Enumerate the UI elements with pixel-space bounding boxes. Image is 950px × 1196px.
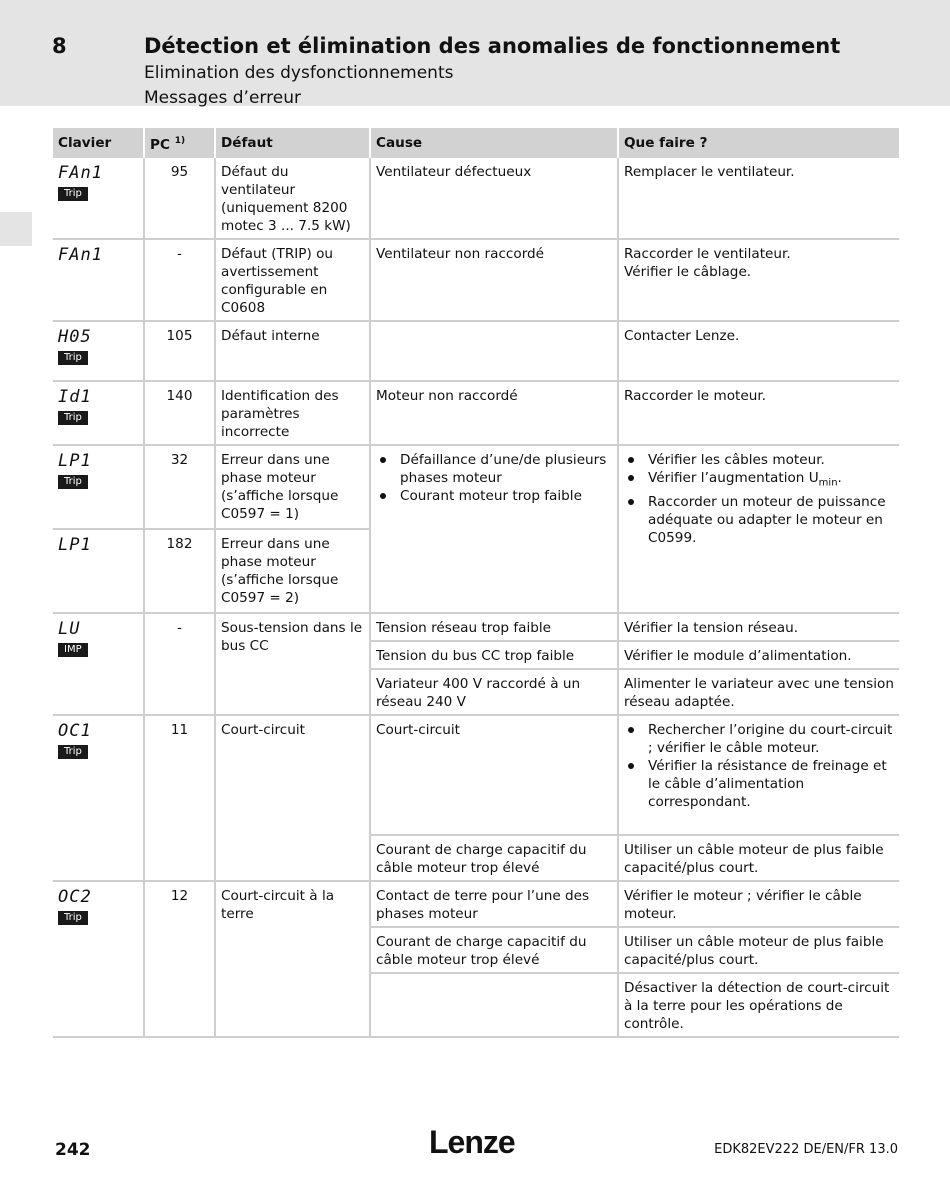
fault-text: Défaut du ventilateur (uniquement 8200 motec 3 ... 7.5 kW) <box>216 158 371 240</box>
action-text: Vérifier la tension réseau. <box>619 614 899 642</box>
list-item: Raccorder un moteur de puissance adéquate ou adapter le moteur en C0599. <box>648 493 894 547</box>
col-header-action: Que faire ? <box>619 128 899 158</box>
cause-text: Ventilateur non raccordé <box>371 240 619 322</box>
keypad-cell <box>53 614 145 716</box>
keypad-cell <box>53 530 145 614</box>
section-subtitle: Elimination des dysfonctionnements <box>144 63 454 83</box>
umin-text: Vérifier l’augmentation U <box>648 470 819 486</box>
fault-text: Court-circuit à la terre <box>216 882 371 1038</box>
cause-text <box>371 322 619 382</box>
col-header-fault: Défaut <box>216 128 371 158</box>
action-text: Contacter Lenze. <box>619 322 899 382</box>
display-code: FAn1 <box>58 245 103 265</box>
display-code: LP1 <box>58 451 92 471</box>
action-text: Vérifier le module d’alimentation. <box>619 642 899 670</box>
cause-text: Tension réseau trop faible <box>371 614 619 642</box>
trip-badge: Trip <box>58 411 88 425</box>
pc-code: - <box>145 614 216 716</box>
umin-subscript: min <box>818 477 838 489</box>
fault-text: Erreur dans une phase moteur (s’affiche lorsque C0597 = 1) <box>216 446 371 530</box>
pc-footnote: 1) <box>174 136 186 146</box>
keypad-cell <box>53 882 145 1038</box>
action-text: Désactiver la détection de court-circuit à la terre pour les opérations de contrôle. <box>619 974 899 1038</box>
table-header-row <box>53 128 899 158</box>
trip-badge: Trip <box>58 475 88 489</box>
chapter-number: 8 <box>52 34 67 58</box>
trip-badge: Trip <box>58 187 88 201</box>
error-messages-table <box>53 128 899 1038</box>
cause-text <box>371 974 619 1038</box>
action-text: Vérifier le câblage. <box>624 264 752 280</box>
fault-text: Court-circuit <box>216 716 371 882</box>
display-code: LP1 <box>58 535 92 555</box>
cause-list <box>376 451 612 505</box>
col-header-pc <box>145 128 216 158</box>
pc-code: 140 <box>145 382 216 446</box>
list-item <box>648 469 894 493</box>
action-cell <box>619 446 899 614</box>
display-code: OC1 <box>58 721 92 741</box>
table-row <box>53 158 899 240</box>
keypad-cell <box>53 322 145 382</box>
table-row <box>53 240 899 322</box>
pc-code: 12 <box>145 882 216 1038</box>
action-text: Raccorder le moteur. <box>619 382 899 446</box>
cause-text: Courant de charge capacitif du câble moteur trop élevé <box>371 928 619 974</box>
table-row <box>53 446 899 530</box>
display-code: LU <box>58 619 81 639</box>
pc-code: 32 <box>145 446 216 530</box>
list-item: Courant moteur trop faible <box>400 487 612 505</box>
display-code: Id1 <box>58 387 92 407</box>
trip-badge: Trip <box>58 351 88 365</box>
cause-cell <box>371 446 619 614</box>
table-row <box>53 382 899 446</box>
table-row <box>53 716 899 836</box>
action-text: Utiliser un câble moteur de plus faible capacité/plus court. <box>619 836 899 882</box>
cause-text: Court-circuit <box>371 716 619 836</box>
fault-text: Défaut interne <box>216 322 371 382</box>
section-subtitle-2: Messages d’erreur <box>144 88 301 108</box>
cause-text: Tension du bus CC trop faible <box>371 642 619 670</box>
action-text: Alimenter le variateur avec une tension réseau adaptée. <box>619 670 899 716</box>
chapter-title: Détection et élimination des anomalies de fonctionnement <box>144 34 841 58</box>
pc-code: 95 <box>145 158 216 240</box>
imp-badge: IMP <box>58 643 88 657</box>
cause-text: Ventilateur défectueux <box>371 158 619 240</box>
display-code: OC2 <box>58 887 92 907</box>
display-code: H05 <box>58 327 92 347</box>
umin-suffix: . <box>837 470 842 486</box>
pc-code: 105 <box>145 322 216 382</box>
col-header-keypad: Clavier <box>53 128 145 158</box>
pc-code: - <box>145 240 216 322</box>
col-header-cause: Cause <box>371 128 619 158</box>
action-cell <box>619 716 899 836</box>
action-list <box>624 721 894 811</box>
cause-text: Variateur 400 V raccordé à un réseau 240 V <box>371 670 619 716</box>
list-item: Rechercher l’origine du court-circuit ; vérifier le câble moteur. <box>648 722 893 756</box>
action-cell <box>619 240 899 322</box>
keypad-cell <box>53 158 145 240</box>
fault-text: Sous-tension dans le bus CC <box>216 614 371 716</box>
fault-text: Défaut (TRIP) ou avertissement configurable en C0608 <box>216 240 371 322</box>
list-item: Vérifier les câbles moteur. <box>648 451 894 469</box>
document-reference: EDK82EV222 DE/EN/FR 13.0 <box>714 1142 898 1157</box>
pc-code: 182 <box>145 530 216 614</box>
display-code: FAn1 <box>58 163 103 183</box>
fault-text: Erreur dans une phase moteur (s’affiche lorsque C0597 = 2) <box>216 530 371 614</box>
pc-code: 11 <box>145 716 216 882</box>
table-row <box>53 614 899 642</box>
trip-badge: Trip <box>58 745 88 759</box>
trip-badge: Trip <box>58 911 88 925</box>
table-row <box>53 322 899 382</box>
keypad-cell <box>53 382 145 446</box>
action-text: Raccorder le ventilateur. <box>624 246 791 262</box>
list-item: Défaillance d’une/de plusieurs phases moteur <box>400 451 612 487</box>
page-number: 242 <box>55 1140 91 1160</box>
table-row <box>53 882 899 928</box>
cause-text: Moteur non raccordé <box>371 382 619 446</box>
list-item: Vérifier la résistance de freinage et le câble d’alimentation correspondant. <box>648 757 894 811</box>
chapter-side-tab <box>0 212 32 246</box>
action-list <box>624 451 894 547</box>
action-text: Vérifier le moteur ; vérifier le câble moteur. <box>619 882 899 928</box>
keypad-cell <box>53 716 145 882</box>
fault-text: Identification des paramètres incorrecte <box>216 382 371 446</box>
action-text: Utiliser un câble moteur de plus faible capacité/plus court. <box>619 928 899 974</box>
cause-text: Courant de charge capacitif du câble moteur trop élevé <box>371 836 619 882</box>
action-text: Remplacer le ventilateur. <box>619 158 899 240</box>
lenze-logo: Lenze <box>429 1124 515 1160</box>
keypad-cell <box>53 446 145 530</box>
keypad-cell <box>53 240 145 322</box>
pc-label: PC <box>150 137 170 153</box>
cause-text: Contact de terre pour l’une des phases moteur <box>371 882 619 928</box>
